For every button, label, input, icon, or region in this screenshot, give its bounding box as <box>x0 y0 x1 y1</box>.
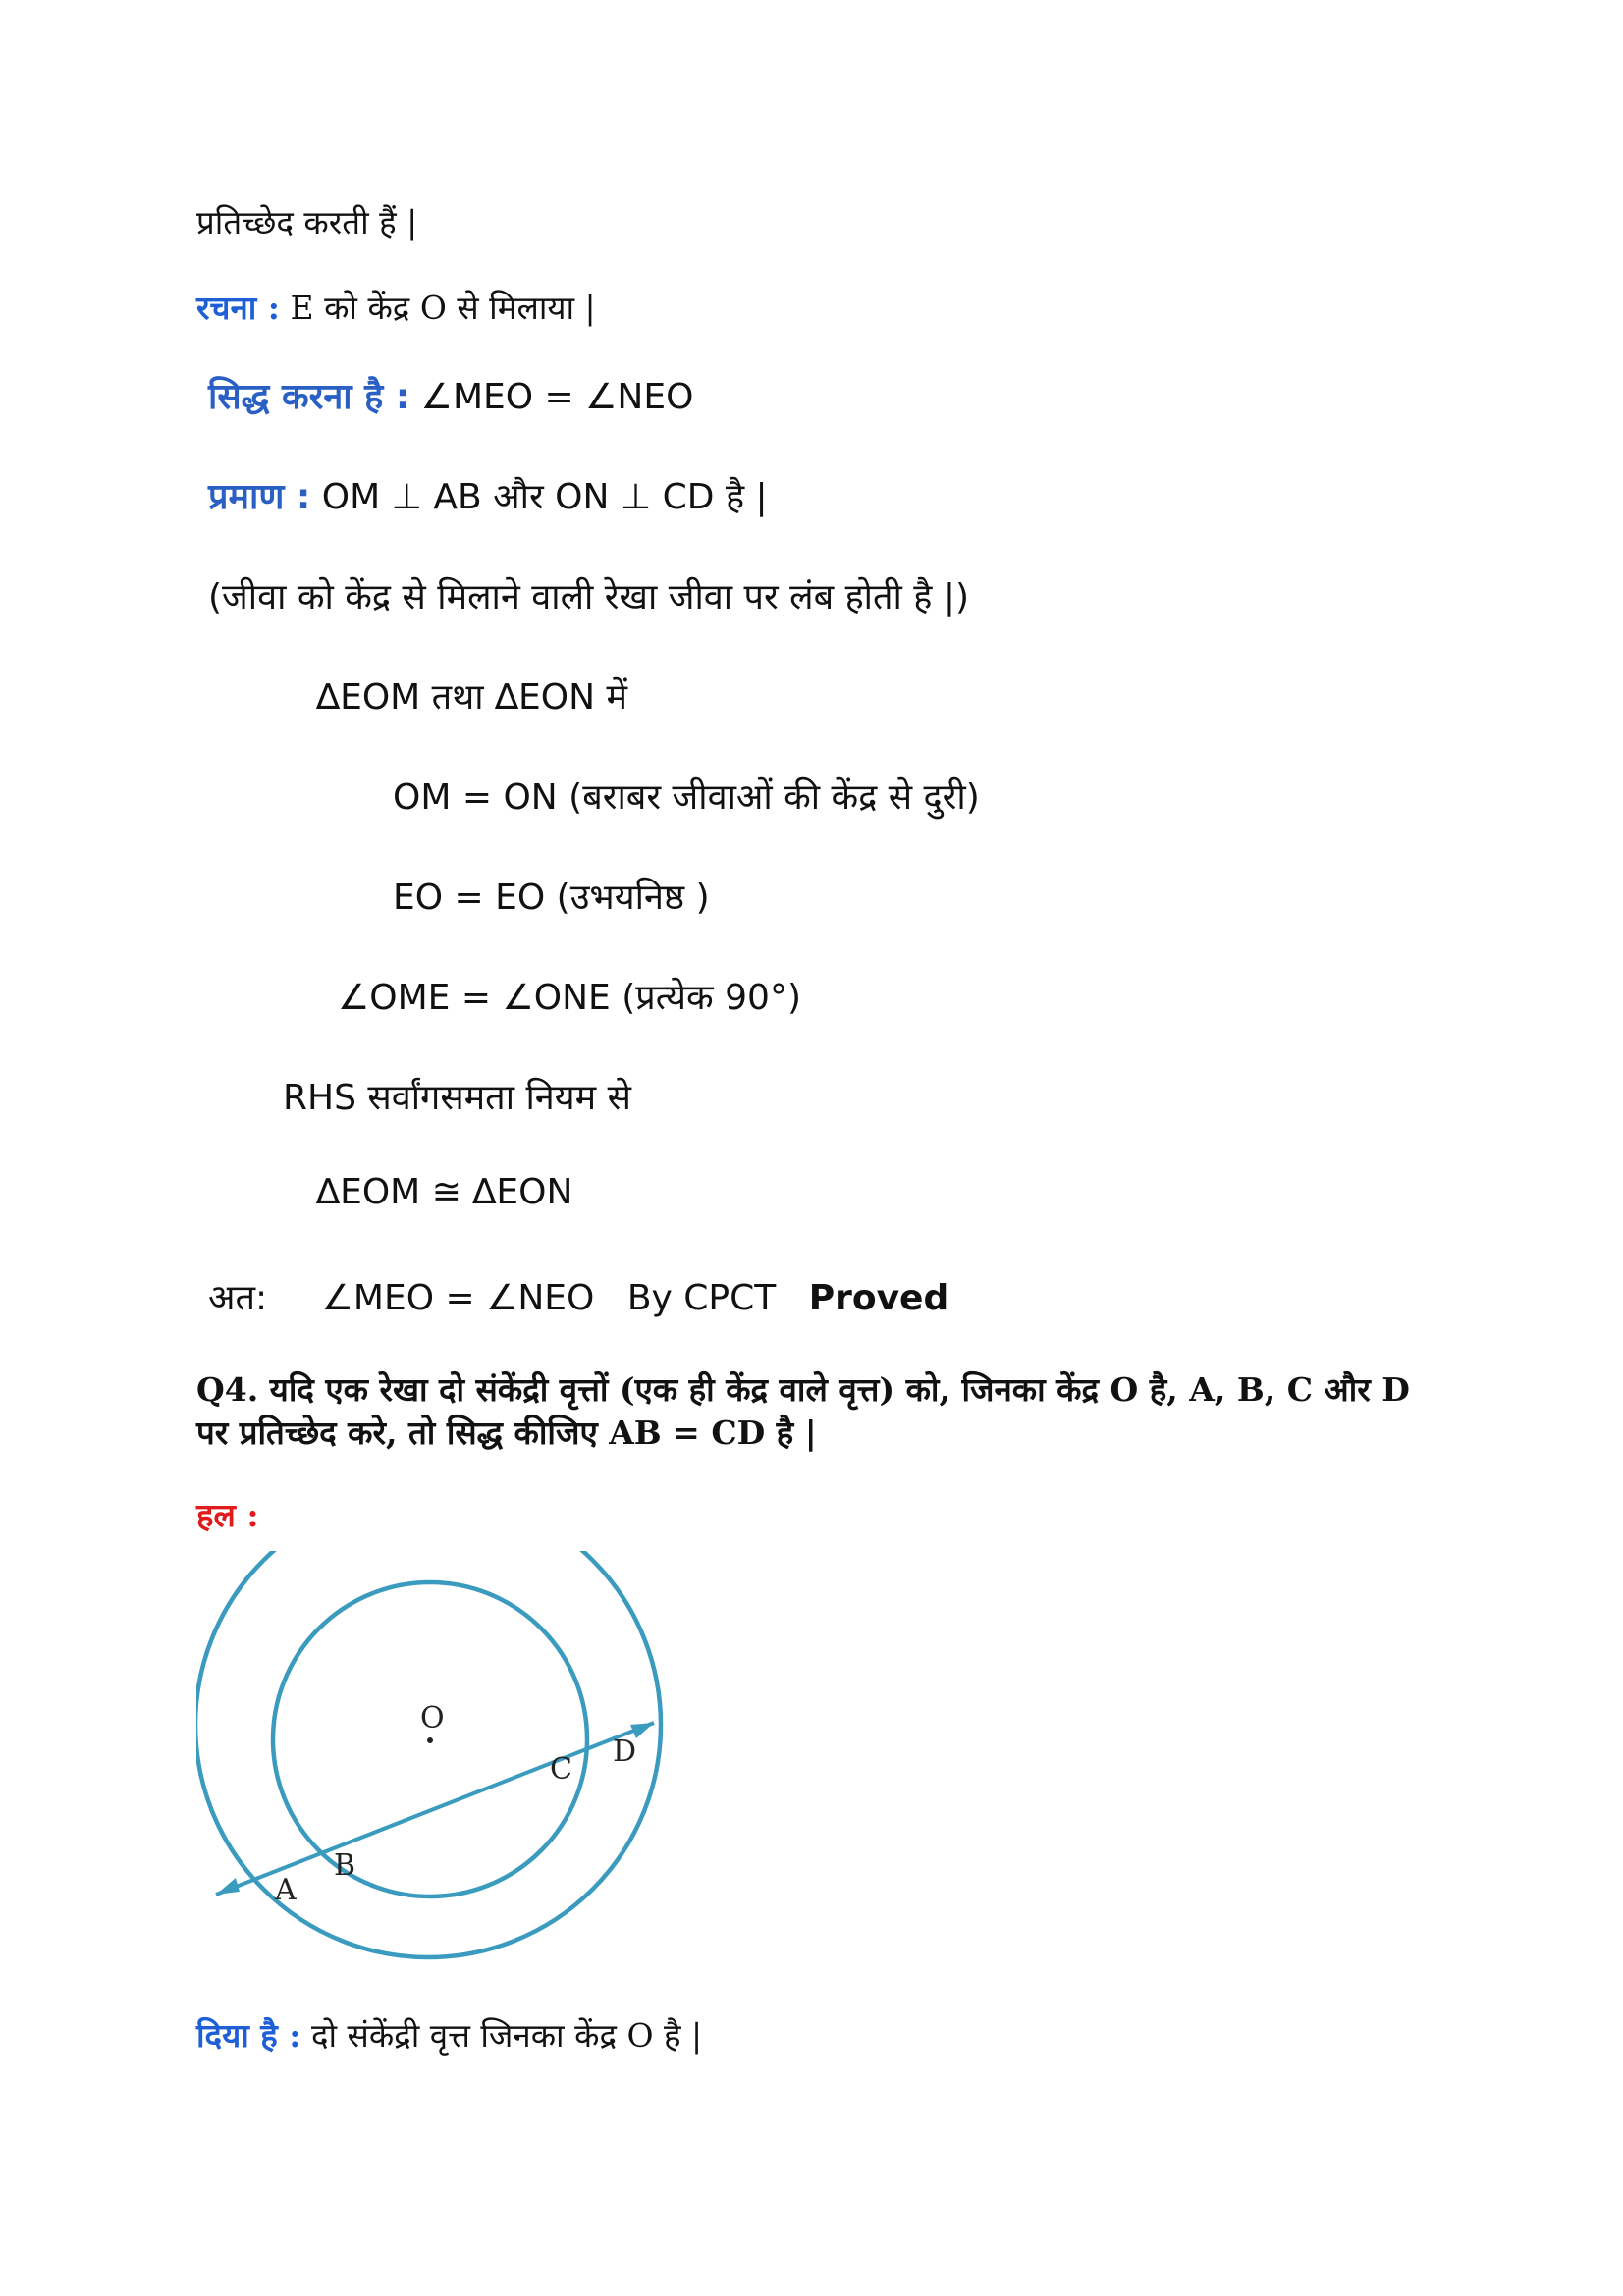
conclusion-line <box>208 1272 948 1320</box>
conclusion-prefix: अत: <box>208 1278 268 1318</box>
to-prove-line <box>208 371 693 419</box>
step-eo-eo <box>393 872 710 920</box>
label-a: A <box>275 1873 297 1907</box>
triangles-text: ∆EOM तथा ∆EON में <box>316 677 628 718</box>
label-c: C <box>550 1752 572 1787</box>
conclusion-reason: By CPCT <box>626 1278 777 1318</box>
step-angle <box>338 972 801 1020</box>
proof-text: OM ⊥ AB और ON ⊥ CD है | <box>321 477 768 517</box>
label-o: O <box>420 1701 445 1735</box>
congruence-text: ∆EOM ≅ ∆EON <box>316 1172 573 1212</box>
given-text: दो संकेंद्री वृत्त जिनका केंद्र O है | <box>310 2016 703 2055</box>
proof-reason-text: (जीवा को केंद्र से मिलाने वाली रेखा जीवा पर लंब होती है |) <box>208 577 970 617</box>
proof-line <box>208 471 768 519</box>
proved-label: Proved <box>808 1278 949 1318</box>
label-d: D <box>613 1735 637 1769</box>
proof-reason <box>208 571 969 619</box>
construction-line <box>196 285 596 329</box>
line-text: प्रतिच्छेद करती हैं | <box>196 203 418 241</box>
step-text: ∠OME = ∠ONE (प्रत्येक 90°) <box>338 978 801 1018</box>
step-text: OM = ON (बराबर जीवाओं की केंद्र से दुरी) <box>393 777 980 818</box>
step-text: EO = EO (उभयनिष्ठ ) <box>393 878 710 918</box>
construction-text: E को केंद्र O से मिलाया | <box>290 289 596 327</box>
question-text: पर प्रतिच्छेद करे, तो सिद्ध कीजिए AB = CD है | <box>196 1414 817 1452</box>
rhs-line <box>283 1072 631 1120</box>
label-b: B <box>334 1848 356 1883</box>
arrow-left-icon <box>216 1878 240 1895</box>
solution-label-text: हल : <box>196 1496 259 1534</box>
rhs-text: RHS सर्वांगसमता नियम से <box>283 1078 631 1118</box>
given-line <box>196 2012 702 2056</box>
text-line-intersect <box>196 199 417 243</box>
congruence-line <box>316 1172 572 1212</box>
triangles-line <box>316 671 627 720</box>
concentric-circles-figure <box>196 1551 707 1963</box>
secant-line <box>216 1723 654 1895</box>
question-text: Q4. यदि एक रेखा दो संकेंद्री वृत्तों (एक ही केंद्र वाले वृत्त) को, जिनका केंद्र O है, A, B, C और D <box>196 1370 1410 1409</box>
proof-label: प्रमाण : <box>208 477 311 517</box>
center-point <box>427 1737 433 1743</box>
question-line-2 <box>196 1410 817 1454</box>
to-prove-label: सिद्ध करना है : <box>208 377 410 417</box>
conclusion-equation: ∠MEO = ∠NEO <box>321 1278 595 1318</box>
solution-label <box>196 1492 259 1536</box>
construction-label: रचना : <box>196 289 280 327</box>
given-label: दिया है : <box>196 2016 301 2055</box>
step-om-on <box>393 772 980 820</box>
to-prove-text: ∠MEO = ∠NEO <box>420 377 694 417</box>
question-line-1 <box>196 1366 1410 1411</box>
